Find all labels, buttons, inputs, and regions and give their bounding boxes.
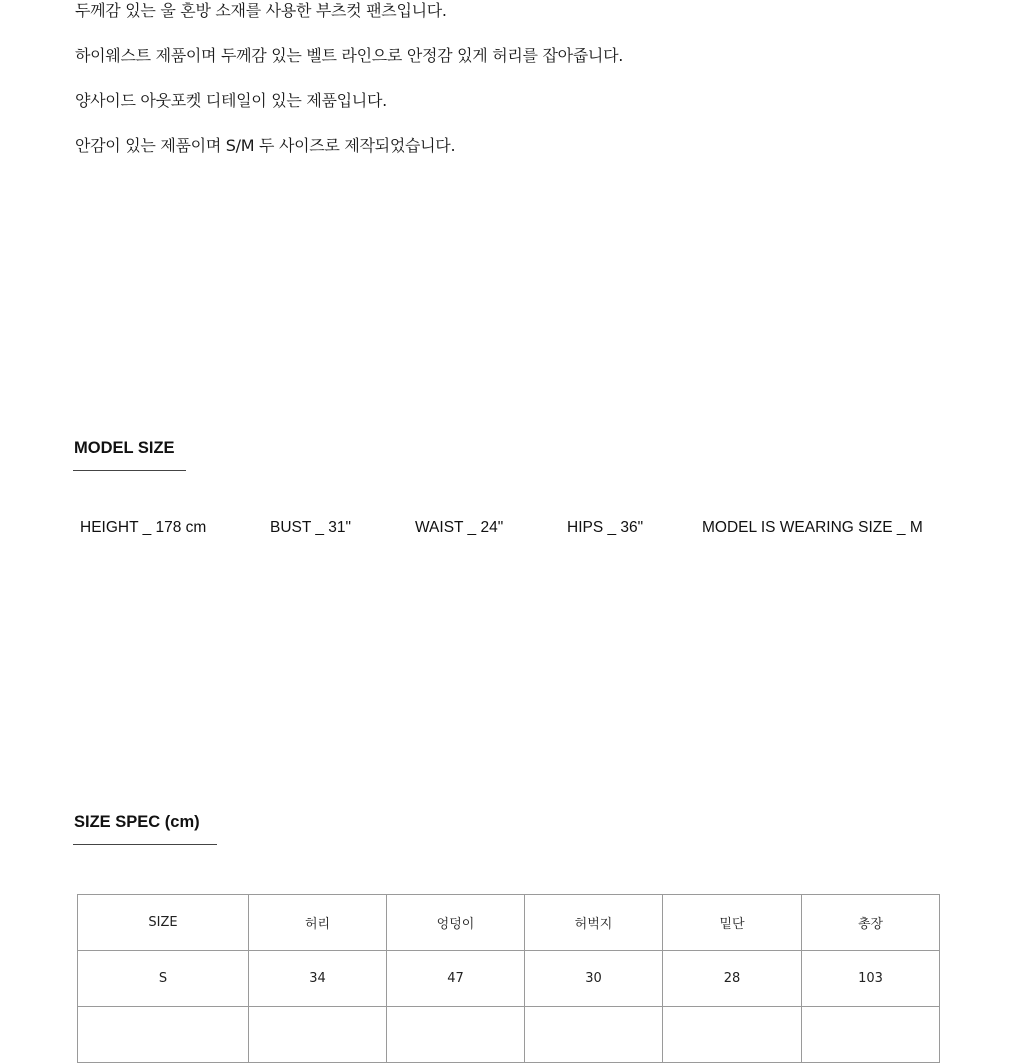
header-cell-length: 총장 — [802, 895, 940, 951]
description-line: 안감이 있는 제품이며 S/M 두 사이즈로 제작되었습니다. — [75, 136, 456, 155]
table-row — [78, 951, 940, 1007]
table-cell: 34 — [249, 951, 387, 1007]
table-cell: 28 — [663, 951, 802, 1007]
description-line: 하이웨스트 제품이며 두께감 있는 벨트 라인으로 안정감 있게 허리를 잡아줍니다. — [75, 46, 624, 65]
product-description — [75, 0, 975, 168]
model-bust: BUST _ 31" — [270, 519, 352, 536]
header-cell-thigh: 허벅지 — [525, 895, 663, 951]
table-cell — [802, 1007, 940, 1063]
table-cell: 103 — [802, 951, 940, 1007]
model-waist: WAIST _ 24" — [415, 519, 504, 536]
header-cell-size: SIZE — [78, 895, 249, 951]
table-row — [78, 1007, 940, 1063]
table-cell — [663, 1007, 802, 1063]
table-cell — [249, 1007, 387, 1063]
model-height: HEIGHT _ 178 cm — [80, 519, 207, 536]
model-wearing-size: MODEL IS WEARING SIZE _ M — [702, 519, 923, 536]
size-spec-underline — [73, 844, 217, 845]
header-cell-waist: 허리 — [249, 895, 387, 951]
size-spec-title: SIZE SPEC (cm) — [74, 813, 200, 831]
table-cell: S — [78, 951, 249, 1007]
table-cell — [78, 1007, 249, 1063]
model-size-title: MODEL SIZE — [74, 439, 175, 457]
table-cell: 30 — [525, 951, 663, 1007]
header-cell-hem: 밑단 — [663, 895, 802, 951]
table-header-row — [78, 895, 940, 951]
table-cell — [387, 1007, 525, 1063]
size-spec-table — [77, 894, 940, 1063]
table-cell — [525, 1007, 663, 1063]
header-cell-hip: 엉덩이 — [387, 895, 525, 951]
table-cell: 47 — [387, 951, 525, 1007]
model-hips: HIPS _ 36" — [567, 519, 644, 536]
description-line: 두께감 있는 울 혼방 소재를 사용한 부츠컷 팬츠입니다. — [75, 1, 447, 20]
description-line: 양사이드 아웃포켓 디테일이 있는 제품입니다. — [75, 91, 387, 110]
model-size-underline — [73, 470, 186, 471]
